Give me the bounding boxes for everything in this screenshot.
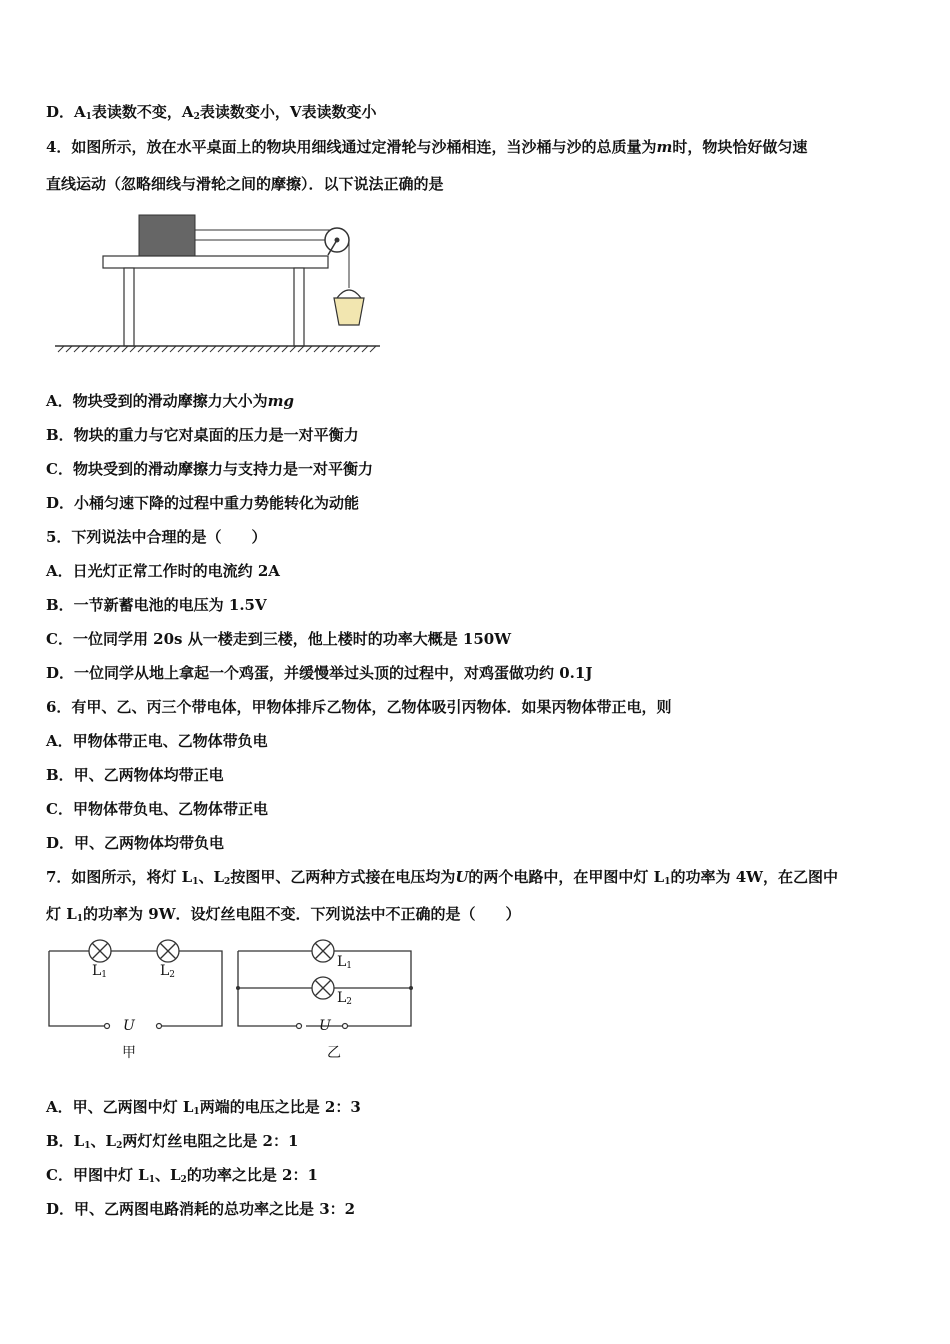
q6-stem: 6．有甲、乙、丙三个带电体，甲物体排斥乙物体，乙物体吸引丙物体．如果丙物体带正电，则 xyxy=(46,698,672,716)
q3-option-d: D．$A_1$表读数不变，$A_2$表读数变小，V表读数变小 xyxy=(46,103,377,122)
q7-option-c[interactable]: C．甲图中灯 $L_1$、$L_2$的功率之比是 2：1 xyxy=(46,1166,318,1185)
sand-bucket xyxy=(334,298,364,325)
yi-l2-label: $L_2$ xyxy=(337,990,353,1007)
lamp-l1 xyxy=(312,940,334,962)
q7-option-a[interactable]: A．甲、乙两图中灯 $L_1$两端的电压之比是 2：3 xyxy=(46,1098,361,1117)
terminal xyxy=(157,1024,162,1029)
q4-option-a[interactable]: A．物块受到的滑动摩擦力大小为mg xyxy=(46,392,295,410)
terminal xyxy=(105,1024,110,1029)
table-top xyxy=(103,256,328,268)
q4-stem-line1: 4．如图所示，放在水平桌面上的物块用细线通过定滑轮与沙桶相连，当沙桶与沙的总质量为m时，物块恰好做匀速 xyxy=(46,138,808,156)
terminal xyxy=(297,1024,302,1029)
q6-option-b[interactable]: B．甲、乙两物体均带正电 xyxy=(46,766,224,784)
q7-stem-line1: 7．如图所示，将灯 $L_1$、$L_2$按图甲、乙两种方式接在电压均为U的两个电路中，在甲图中灯 $L_1$的功率为 4W，在乙图中 xyxy=(46,868,838,887)
jia-u-label: U xyxy=(123,1018,135,1034)
q7-option-b[interactable]: B．$L_1$、$L_2$两灯灯丝电阻之比是 2：1 xyxy=(46,1132,299,1151)
yi-u-label: U xyxy=(319,1018,331,1034)
q7-option-d[interactable]: D．甲、乙两图电路消耗的总功率之比是 3：2 xyxy=(46,1200,356,1218)
q4-option-d[interactable]: D．小桶匀速下降的过程中重力势能转化为动能 xyxy=(46,494,360,512)
q4-pulley-diagram xyxy=(50,210,385,358)
q5-option-a[interactable]: A．日光灯正常工作时的电流约 2A xyxy=(46,562,280,580)
block xyxy=(139,215,195,257)
lamp-l2 xyxy=(312,977,334,999)
q5-option-d[interactable]: D．一位同学从地上拿起一个鸡蛋，并缓慢举过头顶的过程中，对鸡蛋做功约 0.1J xyxy=(46,664,593,682)
q7-stem-line2: 灯 $L_1$的功率为 9W．设灯丝电阻不变．下列说法中不正确的是（ ） xyxy=(46,905,521,924)
q5-stem: 5．下列说法中合理的是（ ） xyxy=(46,528,267,546)
q5-option-c[interactable]: C．一位同学用 20s 从一楼走到三楼，他上楼时的功率大概是 150W xyxy=(46,630,512,648)
lamp-l2 xyxy=(157,940,179,962)
yi-caption: 乙 xyxy=(327,1045,341,1061)
q4-option-b[interactable]: B．物块的重力与它对桌面的压力是一对平衡力 xyxy=(46,426,359,444)
terminal xyxy=(343,1024,348,1029)
q6-option-d[interactable]: D．甲、乙两物体均带负电 xyxy=(46,834,225,852)
q4-stem-line2: 直线运动（忽略细线与滑轮之间的摩擦）．以下说法正确的是 xyxy=(46,175,444,193)
yi-l1-label: $L_1$ xyxy=(337,954,353,971)
q6-option-a[interactable]: A．甲物体带正电、乙物体带负电 xyxy=(46,732,268,750)
q5-option-b[interactable]: B．一节新蓄电池的电压为 1.5V xyxy=(46,596,267,614)
jia-l2-label: $L_2$ xyxy=(160,963,176,980)
q6-option-c[interactable]: C．甲物体带负电、乙物体带正电 xyxy=(46,800,268,818)
q4-option-c[interactable]: C．物块受到的滑动摩擦力与支持力是一对平衡力 xyxy=(46,460,373,478)
lamp-l1 xyxy=(89,940,111,962)
sand-bucket-handle xyxy=(337,290,361,298)
circuit-jia xyxy=(44,937,229,1032)
jia-caption: 甲 xyxy=(122,1045,136,1061)
jia-l1-label: $L_1$ xyxy=(92,963,108,980)
